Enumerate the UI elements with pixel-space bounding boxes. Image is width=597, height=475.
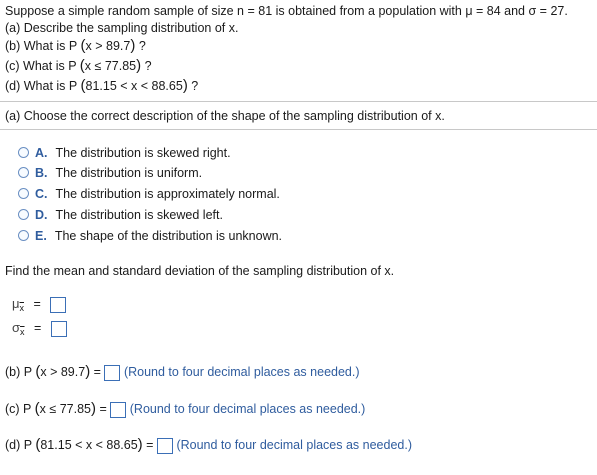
option-b[interactable] xyxy=(18,166,202,180)
mean-sd-prompt: Find the mean and standard deviation of the sampling distribution of x. xyxy=(5,264,395,278)
question-c-suffix: ? xyxy=(144,59,152,73)
paren-open: ( xyxy=(35,363,41,380)
radio-option-e[interactable] xyxy=(18,230,29,241)
mean-row xyxy=(12,296,66,313)
radio-option-d[interactable] xyxy=(18,209,29,220)
divider xyxy=(0,101,597,102)
option-letter: A. xyxy=(35,146,48,160)
radio-option-a[interactable] xyxy=(18,147,29,158)
answer-c-input[interactable] xyxy=(110,402,126,418)
question-b xyxy=(5,38,146,53)
answer-b-label: (b) P xyxy=(5,365,32,379)
paren-open: ( xyxy=(80,37,86,54)
sd-input[interactable] xyxy=(51,321,67,337)
question-b-prefix: (b) What is P xyxy=(5,39,78,53)
rounding-hint: (Round to four decimal places as needed.) xyxy=(123,365,360,379)
question-b-suffix: ? xyxy=(138,39,146,53)
question-d xyxy=(5,78,198,93)
paren-open: ( xyxy=(35,436,41,453)
option-e[interactable] xyxy=(18,229,282,243)
option-letter: B. xyxy=(35,166,48,180)
answer-b-row xyxy=(5,364,360,381)
question-d-expr: 81.15 < x < 88.65 xyxy=(85,79,183,93)
option-letter: C. xyxy=(35,187,48,201)
radio-option-b[interactable] xyxy=(18,167,29,178)
equals-sign: = xyxy=(33,297,41,311)
mean-input[interactable] xyxy=(50,297,66,313)
mu-symbol: μ xyxy=(12,296,20,311)
radio-option-c[interactable] xyxy=(18,188,29,199)
paren-close: ) xyxy=(182,77,188,94)
paren-close: ) xyxy=(136,57,142,74)
option-text: The distribution is approximately normal. xyxy=(55,187,280,201)
divider xyxy=(0,129,597,130)
answer-c-row xyxy=(5,401,365,418)
problem-statement: Suppose a simple random sample of size n = 81 is obtained from a population with μ = 84 and σ = 27. xyxy=(5,4,568,18)
answer-d-expr: 81.15 < x < 88.65 xyxy=(40,438,138,452)
equals-sign: = xyxy=(99,402,107,416)
question-b-expr: x > 89.7 xyxy=(85,39,131,53)
option-c[interactable] xyxy=(18,187,280,201)
rounding-hint: (Round to four decimal places as needed.) xyxy=(176,438,412,452)
question-c-expr: x ≤ 77.85 xyxy=(84,59,137,73)
question-c-prefix: (c) What is P xyxy=(5,59,77,73)
paren-open: ( xyxy=(34,400,40,417)
equals-sign: = xyxy=(34,321,42,335)
option-text: The distribution is skewed left. xyxy=(55,208,223,222)
option-text: The distribution is skewed right. xyxy=(55,146,231,160)
option-letter: E. xyxy=(35,229,47,243)
subscript-x: x xyxy=(20,327,25,337)
equals-sign: = xyxy=(146,438,154,452)
paren-open: ( xyxy=(79,57,85,74)
paren-close: ) xyxy=(137,436,143,453)
option-d[interactable] xyxy=(18,208,223,222)
answer-b-expr: x > 89.7 xyxy=(40,365,86,379)
subscript-x: x xyxy=(19,303,24,313)
answer-c-label: (c) P xyxy=(5,402,32,416)
question-a: (a) Describe the sampling distribution of x. xyxy=(5,21,239,35)
option-letter: D. xyxy=(35,208,48,222)
option-text: The distribution is uniform. xyxy=(55,166,203,180)
option-a[interactable] xyxy=(18,146,231,160)
question-d-suffix: ? xyxy=(191,79,199,93)
option-text: The shape of the distribution is unknown. xyxy=(54,229,283,243)
answer-d-label: (d) P xyxy=(5,438,32,452)
part-a-prompt: (a) Choose the correct description of the shape of the sampling distribution of x. xyxy=(5,109,445,123)
paren-open: ( xyxy=(80,77,86,94)
sd-row xyxy=(12,320,67,337)
paren-close: ) xyxy=(130,37,136,54)
answer-d-input[interactable] xyxy=(157,438,173,454)
question-d-prefix: (d) What is P xyxy=(5,79,78,93)
answer-d-row xyxy=(5,437,412,454)
equals-sign: = xyxy=(93,365,101,379)
answer-c-expr: x ≤ 77.85 xyxy=(39,402,91,416)
rounding-hint: (Round to four decimal places as needed.) xyxy=(129,402,366,416)
paren-close: ) xyxy=(91,400,96,417)
answer-b-input[interactable] xyxy=(104,365,120,381)
question-c xyxy=(5,58,152,73)
sigma-symbol: σ xyxy=(12,320,21,335)
paren-close: ) xyxy=(85,363,91,380)
